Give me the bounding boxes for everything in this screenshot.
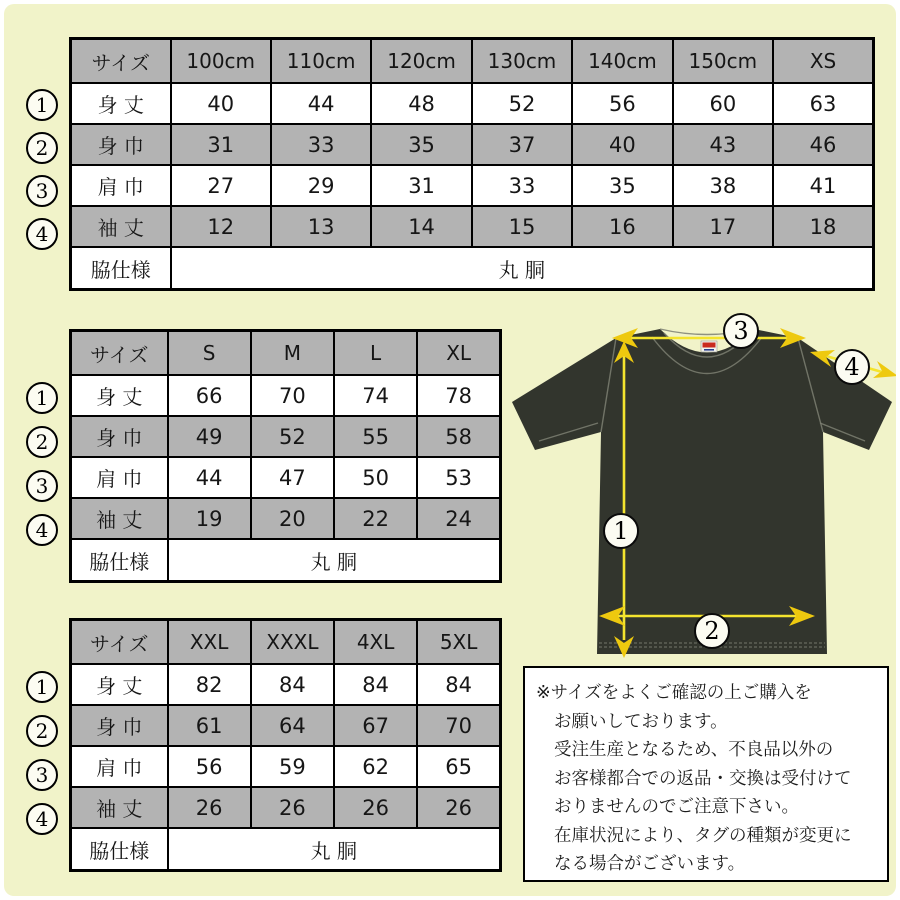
size-chart-canvas xyxy=(4,4,896,896)
measurement-value-cell: 20 xyxy=(251,498,334,539)
row-marker-3: 3 xyxy=(26,470,58,502)
note-line: 受注生産となるため、不良品以外の xyxy=(554,740,834,760)
svg-text:1: 1 xyxy=(613,517,629,545)
measurement-value-cell: 53 xyxy=(417,457,500,498)
note-line: おりませんのでご注意下さい。 xyxy=(554,797,799,817)
measurement-value-cell: 49 xyxy=(168,416,251,457)
measurement-value-cell: 19 xyxy=(168,498,251,539)
row-marker-4: 4 xyxy=(26,218,58,250)
measurement-label-cell: 袖 丈 xyxy=(71,787,168,828)
measurement-value-cell: 35 xyxy=(572,165,672,206)
measurement-value-cell: 33 xyxy=(472,165,572,206)
side-spec-label-cell: 脇仕様 xyxy=(71,539,168,582)
side-spec-label-cell: 脇仕様 xyxy=(71,247,171,290)
row-marker-1: 1 xyxy=(26,382,58,414)
tshirt-diagram xyxy=(502,310,896,664)
measurement-value-cell: 16 xyxy=(572,206,672,247)
size-table-s-xl xyxy=(69,329,502,583)
tshirt-shape xyxy=(512,329,892,654)
size-header-cell: サイズ xyxy=(71,331,168,376)
measurement-value-cell: 48 xyxy=(371,83,471,124)
measurement-value-cell: 26 xyxy=(334,787,417,828)
measurement-value-cell: 27 xyxy=(171,165,271,206)
measurement-label-cell: 身 巾 xyxy=(71,705,168,746)
size-header-cell: XXXL xyxy=(251,620,334,665)
row-marker-4: 4 xyxy=(26,514,58,546)
row-markers xyxy=(26,618,69,872)
size-table-block-s-xl xyxy=(26,329,502,583)
size-table-xxl-5xl xyxy=(69,618,502,872)
row-marker-1: 1 xyxy=(26,671,58,703)
measurement-label-cell: 肩 巾 xyxy=(71,165,171,206)
size-header-cell: サイズ xyxy=(71,620,168,665)
size-table-block-xxl-5xl xyxy=(26,618,502,872)
measurement-value-cell: 26 xyxy=(168,787,251,828)
row-markers xyxy=(26,37,69,291)
row-marker-2: 2 xyxy=(26,132,58,164)
measurement-value-cell: 14 xyxy=(371,206,471,247)
measurement-value-cell: 29 xyxy=(271,165,371,206)
size-header-cell: 150cm xyxy=(673,39,773,84)
measurement-value-cell: 18 xyxy=(773,206,873,247)
size-header-cell: XS xyxy=(773,39,873,84)
size-header-cell: S xyxy=(168,331,251,376)
size-table-block-kids xyxy=(26,37,875,291)
marker-sleeve-length xyxy=(835,350,869,384)
measurement-value-cell: 40 xyxy=(171,83,271,124)
measurement-label-cell: 身 巾 xyxy=(71,124,171,165)
measurement-value-cell: 24 xyxy=(417,498,500,539)
measurement-value-cell: 26 xyxy=(417,787,500,828)
side-spec-value-cell: 丸 胴 xyxy=(171,247,874,290)
measurement-value-cell: 70 xyxy=(251,375,334,416)
measurement-value-cell: 78 xyxy=(417,375,500,416)
size-header-cell: 140cm xyxy=(572,39,672,84)
row-marker-3: 3 xyxy=(26,175,58,207)
measurement-value-cell: 70 xyxy=(417,705,500,746)
measurement-value-cell: 17 xyxy=(673,206,773,247)
side-spec-value-cell: 丸 胴 xyxy=(168,828,501,871)
measurement-value-cell: 31 xyxy=(171,124,271,165)
size-header-cell: 120cm xyxy=(371,39,471,84)
measurement-label-cell: 袖 丈 xyxy=(71,206,171,247)
size-header-cell: 5XL xyxy=(417,620,500,665)
measurement-label-cell: 身 丈 xyxy=(71,83,171,124)
row-marker-3: 3 xyxy=(26,759,58,791)
measurement-label-cell: 肩 巾 xyxy=(71,746,168,787)
measurement-label-cell: 肩 巾 xyxy=(71,457,168,498)
measurement-value-cell: 67 xyxy=(334,705,417,746)
measurement-value-cell: 38 xyxy=(673,165,773,206)
note-line: なる場合がございます。 xyxy=(554,854,746,874)
measurement-value-cell: 52 xyxy=(472,83,572,124)
row-markers xyxy=(26,329,69,583)
svg-text:3: 3 xyxy=(733,317,749,345)
marker-shoulder-width xyxy=(724,314,758,348)
measurement-value-cell: 26 xyxy=(251,787,334,828)
size-header-cell: 110cm xyxy=(271,39,371,84)
measurement-value-cell: 56 xyxy=(168,746,251,787)
purchase-note xyxy=(523,666,889,882)
measurement-value-cell: 62 xyxy=(334,746,417,787)
measurement-value-cell: 59 xyxy=(251,746,334,787)
measurement-label-cell: 袖 丈 xyxy=(71,498,168,539)
note-line: ※サイズをよくご確認の上ご購入を xyxy=(536,683,812,703)
measurement-value-cell: 47 xyxy=(251,457,334,498)
measurement-value-cell: 22 xyxy=(334,498,417,539)
side-spec-label-cell: 脇仕様 xyxy=(71,828,168,871)
measurement-value-cell: 58 xyxy=(417,416,500,457)
measurement-value-cell: 52 xyxy=(251,416,334,457)
size-table-kids xyxy=(69,37,875,291)
measurement-value-cell: 61 xyxy=(168,705,251,746)
measurement-value-cell: 12 xyxy=(171,206,271,247)
size-header-cell: L xyxy=(334,331,417,376)
measurement-value-cell: 84 xyxy=(417,664,500,705)
note-line: お願いしております。 xyxy=(554,711,728,732)
size-header-cell: 4XL xyxy=(334,620,417,665)
brand-tag xyxy=(701,341,717,352)
marker-body-width xyxy=(695,614,729,648)
measurement-value-cell: 56 xyxy=(572,83,672,124)
size-header-cell: M xyxy=(251,331,334,376)
measurement-value-cell: 33 xyxy=(271,124,371,165)
measurement-value-cell: 35 xyxy=(371,124,471,165)
measurement-value-cell: 43 xyxy=(673,124,773,165)
measurement-value-cell: 13 xyxy=(271,206,371,247)
row-marker-4: 4 xyxy=(26,803,58,835)
measurement-label-cell: 身 巾 xyxy=(71,416,168,457)
measurement-value-cell: 15 xyxy=(472,206,572,247)
measurement-value-cell: 55 xyxy=(334,416,417,457)
measurement-label-cell: 身 丈 xyxy=(71,375,168,416)
svg-text:2: 2 xyxy=(704,617,720,645)
measurement-value-cell: 41 xyxy=(773,165,873,206)
note-line: お客様都合での返品・交換は受付けて xyxy=(554,768,852,789)
size-header-cell: XL xyxy=(417,331,500,376)
size-header-cell: 100cm xyxy=(171,39,271,84)
measurement-value-cell: 44 xyxy=(271,83,371,124)
note-line: 在庫状況により、タグの種類が変更に xyxy=(554,825,852,846)
row-marker-1: 1 xyxy=(26,89,58,121)
row-marker-2: 2 xyxy=(26,426,58,458)
size-header-cell: XXL xyxy=(168,620,251,665)
marker-body-length xyxy=(604,514,638,548)
measurement-value-cell: 44 xyxy=(168,457,251,498)
measurement-value-cell: 40 xyxy=(572,124,672,165)
row-marker-2: 2 xyxy=(26,715,58,747)
measurement-value-cell: 60 xyxy=(673,83,773,124)
measurement-value-cell: 84 xyxy=(251,664,334,705)
svg-text:4: 4 xyxy=(844,353,860,381)
size-header-cell: サイズ xyxy=(71,39,171,84)
measurement-value-cell: 50 xyxy=(334,457,417,498)
measurement-value-cell: 65 xyxy=(417,746,500,787)
measurement-value-cell: 84 xyxy=(334,664,417,705)
measurement-value-cell: 74 xyxy=(334,375,417,416)
size-header-cell: 130cm xyxy=(472,39,572,84)
measurement-value-cell: 37 xyxy=(472,124,572,165)
measurement-value-cell: 31 xyxy=(371,165,471,206)
measurement-value-cell: 82 xyxy=(168,664,251,705)
measurement-value-cell: 63 xyxy=(773,83,873,124)
side-spec-value-cell: 丸 胴 xyxy=(168,539,501,582)
measurement-value-cell: 66 xyxy=(168,375,251,416)
measurement-value-cell: 46 xyxy=(773,124,873,165)
measurement-label-cell: 身 丈 xyxy=(71,664,168,705)
measurement-value-cell: 64 xyxy=(251,705,334,746)
